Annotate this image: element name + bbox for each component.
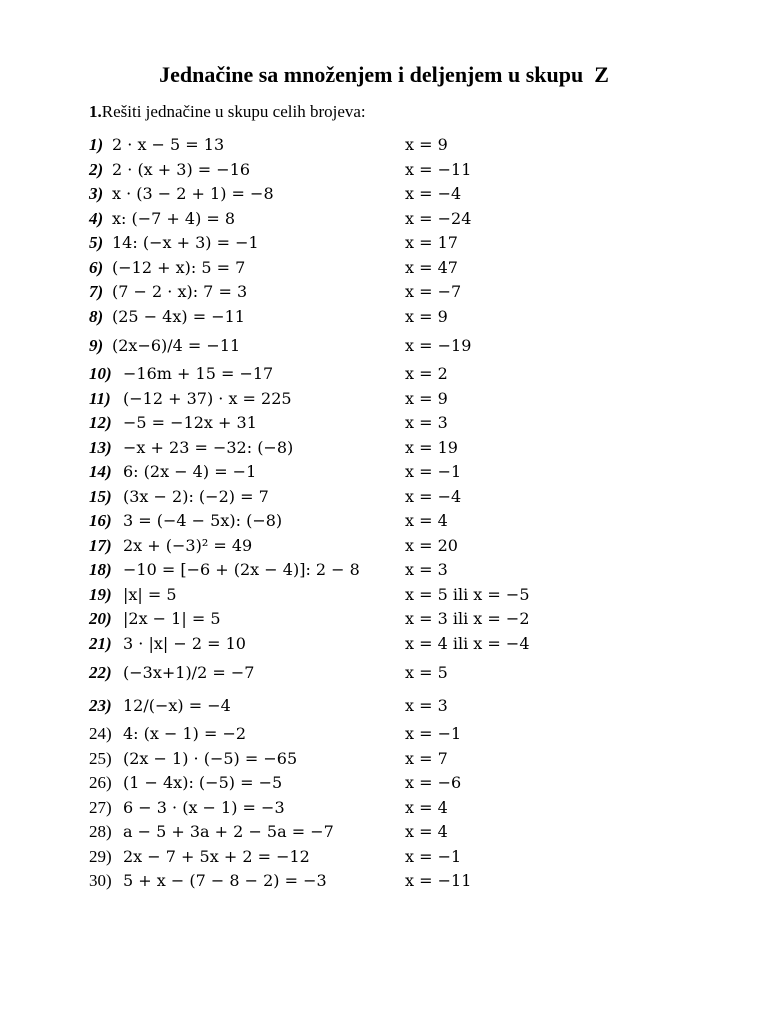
problem-answer: x = −1 bbox=[405, 724, 462, 743]
problem-answer: x = 3 ili x = −2 bbox=[405, 609, 530, 628]
problem-row bbox=[89, 607, 739, 632]
problem-row bbox=[89, 436, 739, 461]
problem-number: 11) bbox=[89, 388, 111, 408]
problem-row bbox=[89, 158, 739, 183]
problem-row bbox=[89, 280, 739, 305]
problem-equation: 5 + x − (7 − 8 − 2) = −3 bbox=[123, 871, 327, 890]
problem-row bbox=[89, 362, 739, 387]
task-instruction bbox=[89, 102, 366, 122]
problem-number: 1) bbox=[89, 135, 104, 154]
problem-number: 21) bbox=[89, 633, 112, 653]
problem-answer: x = −4 bbox=[405, 486, 462, 506]
problem-equation: 2 · (x + 3) = −16 bbox=[112, 159, 251, 179]
problem-equation: 2x + (−3)² = 49 bbox=[123, 535, 253, 555]
problem-row bbox=[89, 231, 739, 256]
problem-number: 22) bbox=[89, 663, 112, 682]
problem-answer: x = −1 bbox=[405, 846, 462, 866]
problem-number: 12) bbox=[89, 413, 112, 432]
problem-equation: 3 · |x| − 2 = 10 bbox=[123, 633, 246, 653]
problem-answer: x = 4 ili x = −4 bbox=[405, 633, 530, 653]
problem-answer: x = −24 bbox=[405, 208, 472, 228]
problem-equation: (1 − 4x): (−5) = −5 bbox=[123, 773, 283, 792]
problem-row bbox=[89, 133, 739, 158]
problem-equation: 2x − 7 + 5x + 2 = −12 bbox=[123, 846, 310, 866]
problem-row bbox=[89, 485, 739, 510]
problem-answer: x = 3 bbox=[405, 560, 448, 579]
problem-row bbox=[89, 460, 739, 485]
problem-number: 20) bbox=[89, 609, 112, 628]
problem-row bbox=[89, 632, 739, 657]
problem-number: 9) bbox=[89, 336, 104, 355]
problem-number: 3) bbox=[89, 184, 104, 203]
problem-number: 7) bbox=[89, 282, 104, 301]
problem-number: 18) bbox=[89, 560, 112, 579]
problem-answer: x = 4 bbox=[405, 822, 448, 841]
task-text: Rešiti jednačine u skupu celih brojeva: bbox=[101, 102, 366, 121]
problem-row bbox=[89, 256, 739, 281]
problem-equation: −x + 23 = −32: (−8) bbox=[123, 437, 294, 457]
problem-equation: a − 5 + 3a + 2 − 5a = −7 bbox=[123, 822, 334, 841]
problem-equation: 12/(−x) = −4 bbox=[123, 696, 231, 715]
problem-number: 19) bbox=[89, 584, 112, 604]
problem-equation: (2x − 1) · (−5) = −65 bbox=[123, 748, 298, 768]
problem-answer: x = −7 bbox=[405, 282, 462, 301]
problem-equation: 14: (−x + 3) = −1 bbox=[112, 233, 259, 252]
problem-row bbox=[89, 722, 739, 747]
problem-row bbox=[89, 820, 739, 845]
problem-equation: |x| = 5 bbox=[123, 584, 177, 604]
problem-answer: x = −19 bbox=[405, 336, 472, 355]
problem-row bbox=[89, 509, 739, 534]
problem-number: 13) bbox=[89, 437, 112, 457]
problem-equation: |2x − 1| = 5 bbox=[123, 609, 221, 628]
problem-row bbox=[89, 747, 739, 772]
problem-answer: x = 9 bbox=[405, 135, 448, 154]
problem-number: 24) bbox=[89, 724, 112, 743]
problem-answer: x = 20 bbox=[405, 535, 458, 555]
problem-equation: 3 = (−4 − 5x): (−8) bbox=[123, 511, 283, 530]
problem-answer: x = 4 bbox=[405, 511, 448, 530]
problem-answer: x = 5 ili x = −5 bbox=[405, 584, 530, 604]
problem-row bbox=[89, 182, 739, 207]
problem-answer: x = 4 bbox=[405, 797, 448, 817]
problem-answer: x = 9 bbox=[405, 306, 448, 326]
problem-row bbox=[89, 869, 739, 894]
problem-equation: (−12 + x): 5 = 7 bbox=[112, 257, 246, 277]
problem-equation: (25 − 4x) = −11 bbox=[112, 306, 245, 326]
problem-row bbox=[89, 771, 739, 796]
problem-row bbox=[89, 411, 739, 436]
problem-number: 26) bbox=[89, 773, 112, 792]
problem-number: 4) bbox=[89, 208, 104, 228]
problem-number: 27) bbox=[89, 797, 112, 817]
problem-row bbox=[89, 558, 739, 583]
problem-number: 10) bbox=[89, 364, 112, 383]
problem-list bbox=[89, 133, 739, 894]
problem-equation: −5 = −12x + 31 bbox=[123, 413, 257, 432]
problem-row bbox=[89, 656, 739, 689]
problem-row bbox=[89, 845, 739, 870]
problem-answer: x = −4 bbox=[405, 184, 462, 203]
problem-answer: x = −1 bbox=[405, 462, 462, 481]
problem-answer: x = −11 bbox=[405, 159, 472, 179]
page-title: Jednačine sa množenjem i deljenjem u skupu Z bbox=[159, 62, 609, 87]
problem-row bbox=[89, 796, 739, 821]
problem-equation: 2 · x − 5 = 13 bbox=[112, 135, 225, 154]
problem-number: 25) bbox=[89, 748, 112, 768]
problem-row bbox=[89, 387, 739, 412]
problem-answer: x = 3 bbox=[405, 413, 448, 432]
problem-equation: −10 = [−6 + (2x − 4)]: 2 − 8 bbox=[123, 560, 360, 579]
problem-answer: x = 5 bbox=[405, 663, 448, 682]
problem-answer: x = −6 bbox=[405, 773, 462, 792]
problem-number: 8) bbox=[89, 306, 104, 326]
problem-answer: x = 19 bbox=[405, 437, 458, 457]
problem-number: 17) bbox=[89, 535, 112, 555]
problem-number: 6) bbox=[89, 257, 104, 277]
problem-equation: 6: (2x − 4) = −1 bbox=[123, 462, 257, 481]
problem-answer: x = 17 bbox=[405, 233, 458, 252]
problem-answer: x = −11 bbox=[405, 871, 472, 890]
problem-row bbox=[89, 583, 739, 608]
problem-row bbox=[89, 329, 739, 362]
problem-row bbox=[89, 534, 739, 559]
problem-equation: (3x − 2): (−2) = 7 bbox=[123, 486, 269, 506]
problem-equation: 6 − 3 · (x − 1) = −3 bbox=[123, 797, 285, 817]
problem-equation: x: (−7 + 4) = 8 bbox=[112, 208, 236, 228]
problem-equation: −16m + 15 = −17 bbox=[123, 364, 274, 383]
problem-number: 23) bbox=[89, 696, 112, 715]
problem-row bbox=[89, 207, 739, 232]
problem-row bbox=[89, 305, 739, 330]
problem-number: 29) bbox=[89, 846, 112, 866]
problem-answer: x = 9 bbox=[405, 388, 448, 408]
problem-equation: x · (3 − 2 + 1) = −8 bbox=[112, 184, 274, 203]
problem-answer: x = 7 bbox=[405, 748, 448, 768]
problem-equation: (7 − 2 · x): 7 = 3 bbox=[112, 282, 248, 301]
problem-number: 5) bbox=[89, 233, 104, 252]
problem-number: 16) bbox=[89, 511, 112, 530]
problem-equation: 4: (x − 1) = −2 bbox=[123, 724, 247, 743]
problem-answer: x = 2 bbox=[405, 364, 448, 383]
problem-equation: (−3x+1)/2 = −7 bbox=[123, 663, 255, 682]
problem-answer: x = 3 bbox=[405, 696, 448, 715]
problem-answer: x = 47 bbox=[405, 257, 458, 277]
problem-row bbox=[89, 689, 739, 722]
problem-equation: (2x−6)/4 = −11 bbox=[112, 336, 241, 355]
problem-number: 2) bbox=[89, 159, 104, 179]
problem-number: 14) bbox=[89, 462, 112, 481]
problem-number: 28) bbox=[89, 822, 112, 841]
problem-equation: (−12 + 37) · x = 225 bbox=[123, 388, 292, 408]
problem-number: 15) bbox=[89, 486, 112, 506]
task-number: 1. bbox=[89, 102, 102, 121]
problem-number: 30) bbox=[89, 871, 112, 890]
